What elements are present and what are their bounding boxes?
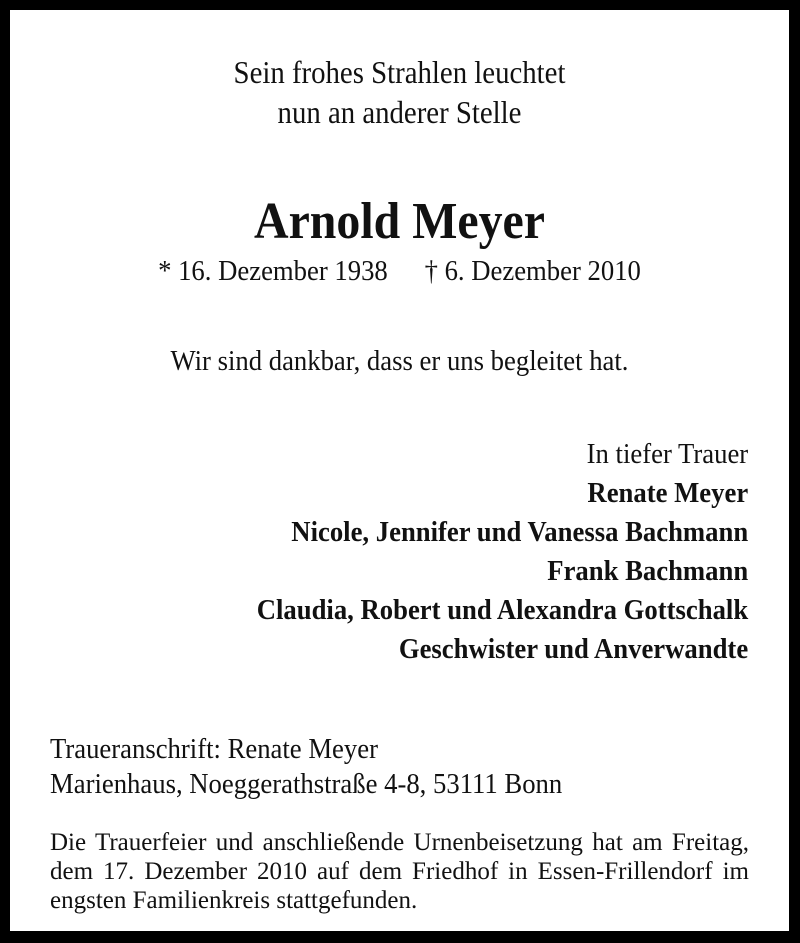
mourner-name: Frank Bachmann xyxy=(547,555,748,587)
motto-line-1: Sein frohes Strahlen leuchtet xyxy=(233,54,566,90)
motto xyxy=(49,52,750,132)
birth-date: * 16. Dezember 1938 xyxy=(158,255,388,287)
mourning-intro: In tiefer Trauer xyxy=(586,438,748,470)
address-line-2: Marienhaus, Noeggerathstraße 4-8, 53111 Bonn xyxy=(50,768,563,800)
mourner-name: Nicole, Jennifer und Vanessa Bachmann xyxy=(291,516,748,548)
life-dates xyxy=(41,253,758,289)
mourning-address xyxy=(50,732,562,802)
mourner-name: Claudia, Robert und Alexandra Gottschalk xyxy=(256,594,748,626)
ceremony-info: Die Trauerfeier und anschließende Urnenbeisetzung hat am Freitag, dem 17. Dezember 2010 auf dem Friedhof in Essen-Frillendorf im engsten Familienkreis stattgefunden. xyxy=(50,829,749,914)
motto-line-2: nun an anderer Stelle xyxy=(277,94,522,130)
deceased-name: Arnold Meyer xyxy=(254,193,545,250)
mourners-block xyxy=(257,435,748,669)
death-date: † 6. Dezember 2010 xyxy=(424,255,641,287)
mourner-name: Renate Meyer xyxy=(587,477,748,509)
obituary-notice xyxy=(10,10,789,931)
mourner-name: Geschwister und Anverwandte xyxy=(398,633,748,665)
address-line-1: Traueranschrift: Renate Meyer xyxy=(50,733,378,765)
thanks-line: Wir sind dankbar, dass er uns begleitet hat. xyxy=(170,345,629,377)
